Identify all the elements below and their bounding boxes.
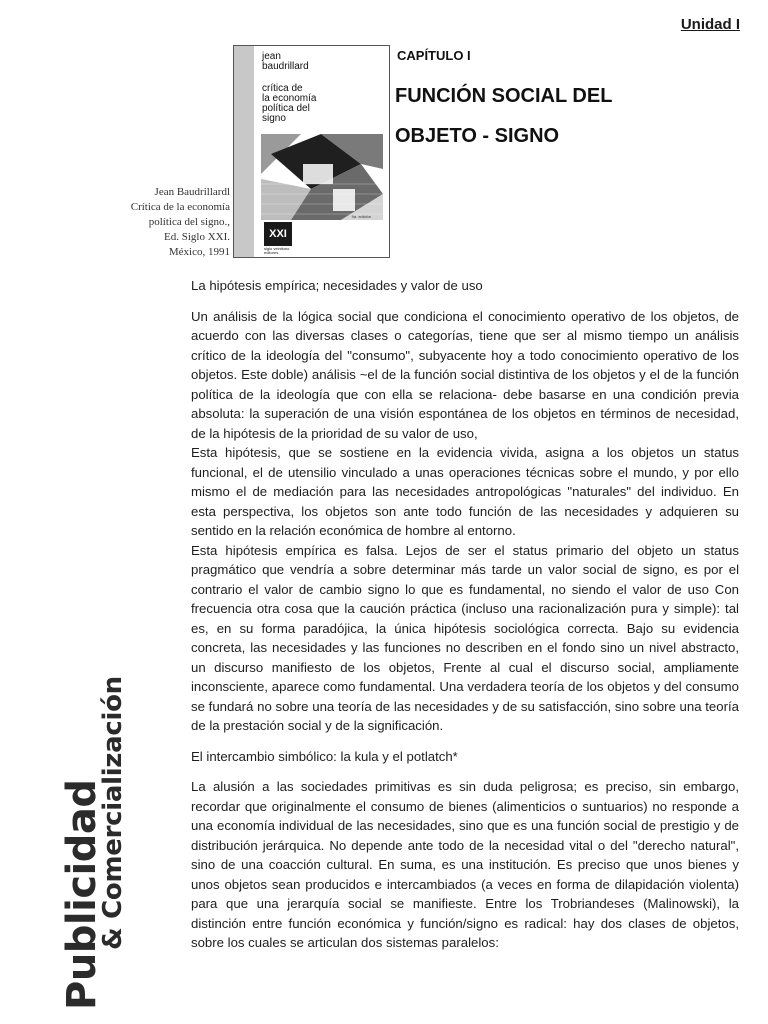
cover-title-line: signo: [262, 113, 286, 124]
caption-line: Ed. Siglo XXI.: [164, 231, 230, 243]
book-caption: [70, 185, 230, 260]
section-subheading: El intercambio simbólico: la kula y el potlatch*: [191, 748, 458, 764]
cover-author-line: jean: [262, 51, 281, 62]
cover-publisher: siglo veintiuno editores: [264, 246, 290, 255]
caption-line: México, 1991: [168, 246, 230, 258]
cover-edition: 9a. edición: [351, 214, 371, 219]
cover-title-line: crítica de: [262, 83, 303, 94]
caption-line: Jean Baudrillardl: [154, 186, 230, 198]
unit-label: Unidad I: [680, 16, 740, 33]
paragraph: Esta hipótesis empírica es falsa. Lejos de ser el status primario del objeto un status pragmático que vendría a sobre determinar más tarde un valor social de signo, es por el contrario el valor de cambio signo lo que es fundamental, no siendo el valor de uso Con frecuencia otra cosa que la caución práctica (incluso una racionalización pura y simple): tal es, en su forma paradójica, la única hipótesis sociológica correcta. Bajo su evidencia concreta, las necesidades y las funciones no describen en el fondo sino un nivel abstracto, un discurso manifiesto de los objetos, Frente al cual el discurso social, ampliamente inconsciente, aparece como fundamental. Una verdadera teoría de los objetos y del consumo se fundará no sobre una teoría de las necesidades y de su satisfacción, sino sobre una teoría de la prestación social y de la significación.: [191, 542, 739, 733]
chapter-title-line: OBJETO - SIGNO: [395, 125, 560, 147]
publisher-logo: XXI: [264, 222, 292, 246]
cover-spine-strip: [234, 46, 254, 257]
paragraph: Esta hipótesis, que se sostiene en la evidencia vivida, asigna a los objetos un status funcional, el de utensilio vinculado a unas operaciones técnicas sobre el mundo, y por ello mismo el de mediación para las necesidades antropológicas "naturales" del individuo. En esta perspectiva, los objetos son ante todo función de las necesidades y adquieren su sentido en la relación económica de hombre al entorno.: [191, 445, 739, 538]
side-brand-publicidad: Publicidad: [59, 779, 105, 1010]
cover-title-line: la economía: [262, 93, 317, 104]
cover-title: [262, 84, 382, 124]
chapter-title: [395, 76, 695, 156]
chapter-title-line: FUNCIÓN SOCIAL DEL: [395, 85, 613, 107]
cover-author: [262, 52, 309, 72]
chapter-label: CAPÍTULO I: [397, 48, 471, 63]
side-brand: [59, 676, 128, 1010]
side-brand-comercializacion: & Comercialización: [98, 676, 128, 950]
caption-line: política del signo.,: [148, 216, 230, 228]
paragraph: Un análisis de la lógica social que condiciona el conocimiento operativo de los objetos, de acuerdo con las diversas clases o categorías, tiene que ser al mismo tiempo un análisis crítico de la ideología del "consumo", subyacente hoy a todo conocimiento operativo de los objetos. Este doble) análisis ~el de la función social distintiva de los objetos y el de la función política de la ideología que con ella se relaciona- debe basarse en una condición previa absoluta: la superación de una visión espontánea de los objetos en términos de necesidad, de la hipótesis de la prioridad de su valor de uso,: [191, 308, 739, 441]
caption-line: Crítica de la economía: [130, 201, 230, 213]
cover-author-line: baudrillard: [262, 61, 309, 72]
section-subheading: La hipótesis empírica; necesidades y valor de uso: [191, 278, 483, 293]
cover-geometric-art: [261, 134, 383, 220]
article-body: [191, 276, 739, 953]
book-cover-image: [233, 45, 390, 258]
cover-title-line: política del: [262, 103, 310, 114]
paragraph: La alusión a las sociedades primitivas es sin duda peligrosa; es preciso, sin embargo, recordar que originalmente el consumo de bienes (alimenticios o suntuarios) no responde a una economía individual de las necesidades, sino que es una función social de prestigio y de distribución jerárquica. No depende ante todo de la necesidad vital o del "derecho natural", sino de una coacción cultural. En suma, es una institución. Es preciso que unos bienes y unos objetos sean producidos e intercambiados (a veces en forma de dilapidación violenta) para que una jerarquía social se manifieste. Entre los Trobriandeses (Malinowski), la distinción entre función económica y función/signo es radical: hay dos clases de objetos, sobre los cuales se articulan dos sistemas paralelos:: [191, 779, 739, 950]
